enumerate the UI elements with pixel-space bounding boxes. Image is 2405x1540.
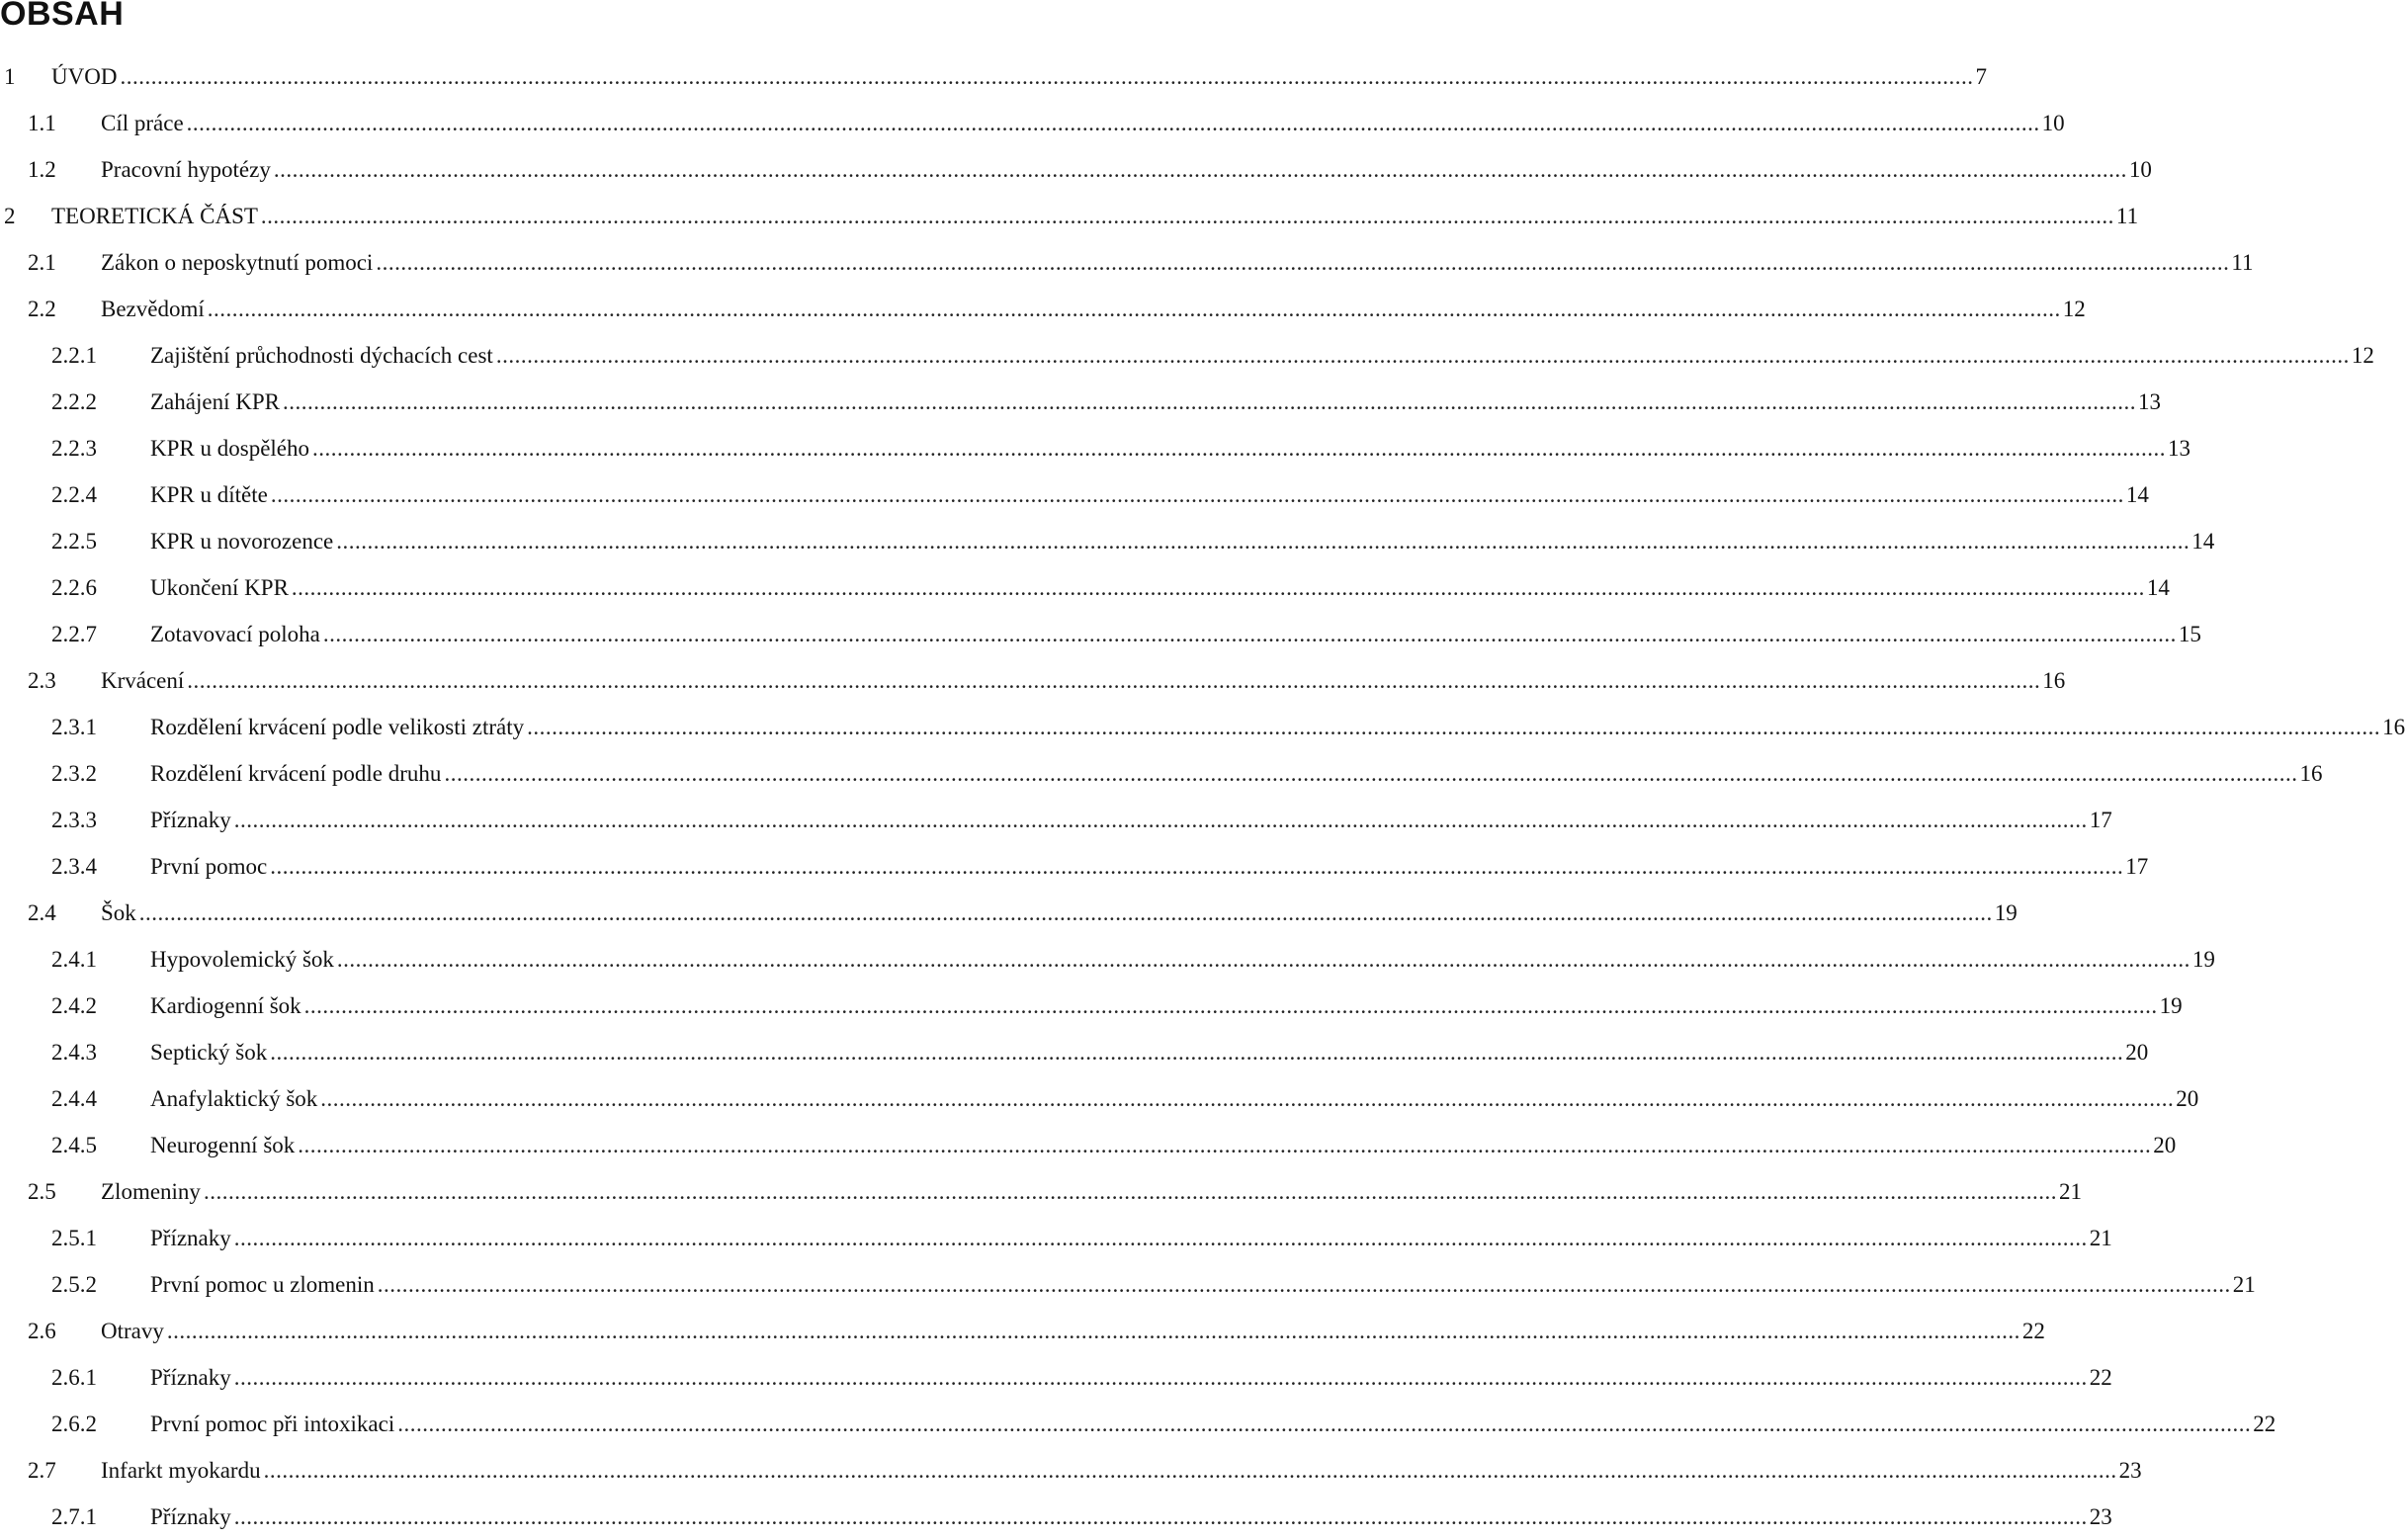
toc-entry-number: 2.2 [28,296,56,321]
toc-entry-page-number: 20 [2153,1132,2177,1157]
toc-entry-title[interactable]: První pomoc při intoxikaci [150,1411,395,1436]
toc-entry-title[interactable]: Neurogenní šok [150,1132,296,1157]
dot-leader: ............................................................................................................................................................................................................................................................................................................ [495,342,2350,368]
toc-entry-number: 2.5 [28,1178,56,1204]
toc-entry-number: 2.1 [28,249,56,275]
toc-entry-page-number: 17 [2089,807,2112,832]
toc-entry-number: 2.2.7 [51,621,97,646]
toc-entry[interactable] [0,657,2066,704]
toc-entry[interactable] [0,936,2215,983]
toc-entry[interactable] [0,1494,2112,1540]
toc-entry-title[interactable]: Anafylaktický šok [150,1085,318,1111]
toc-entry-number: 2.3.2 [51,760,97,786]
toc-entry-page-number: 11 [2115,203,2139,228]
dot-leader: ............................................................................................................................................................................................................................................................................................................ [377,1271,2231,1297]
toc-entry[interactable] [0,704,2405,750]
toc-entry[interactable] [0,564,2170,611]
toc-entry-page-number: 13 [2137,388,2161,414]
dot-leader: ............................................................................................................................................................................................................................................................................................................ [270,1039,2124,1065]
toc-entry[interactable] [0,53,1987,100]
toc-entry-title[interactable]: Zahájení KPR [150,388,280,414]
dot-leader: ............................................................................................................................................................................................................................................................................................................ [120,63,1974,89]
dot-leader: ............................................................................................................................................................................................................................................................................................................ [273,156,2127,182]
toc-entry-title[interactable]: Pracovní hypotézy [101,156,271,182]
toc-entry-title[interactable]: TEORETICKÁ ČÁST [51,203,258,228]
toc-entry[interactable] [0,146,2152,193]
toc-entry-number: 2.2.5 [51,528,97,554]
toc-entry-title[interactable]: Zákon o neposkytnutí pomoci [101,249,374,275]
toc-entry-page-number: 10 [2128,156,2152,182]
toc-entry-page-number: 22 [2021,1318,2045,1343]
toc-entry[interactable] [0,843,2149,890]
toc-entry-number: 2.3.3 [51,807,97,832]
toc-entry-number: 2.3.4 [51,853,97,879]
toc-entry-page-number: 10 [2041,110,2065,135]
dot-leader: ............................................................................................................................................................................................................................................................................................................ [138,899,1993,925]
toc-entry-page-number: 22 [2089,1364,2112,1390]
dot-leader: ............................................................................................................................................................................................................................................................................................................ [444,760,2298,786]
dot-leader: ............................................................................................................................................................................................................................................................................................................ [187,667,2041,693]
toc-entry-title[interactable]: KPR u dítěte [150,481,268,507]
toc-entry-title[interactable]: První pomoc [150,853,268,879]
toc-entry-number: 2.4 [28,899,56,925]
toc-entry-page-number: 23 [2089,1503,2112,1529]
toc-entry-title[interactable]: Kardiogenní šok [150,992,301,1018]
toc-entry-number: 2.3.1 [51,714,97,739]
toc-entry-title[interactable]: Rozdělení krvácení podle velikosti ztráty [150,714,525,739]
toc-entry-number: 2.4.3 [51,1039,97,1065]
toc-entry-number: 1 [4,63,16,89]
dot-leader: ............................................................................................................................................................................................................................................................................................................ [186,110,2040,135]
dot-leader: ............................................................................................................................................................................................................................................................................................................ [303,992,2158,1018]
toc-heading: OBSAH [0,0,125,33]
dot-leader: ............................................................................................................................................................................................................................................................................................................ [233,1364,2088,1390]
toc-entry-number: 2.2.1 [51,342,97,368]
dot-leader: ............................................................................................................................................................................................................................................................................................................ [233,807,2088,832]
toc-entry-title[interactable]: Příznaky [150,807,231,832]
toc-entry-page-number: 21 [2058,1178,2082,1204]
toc-entry[interactable] [0,193,2139,239]
toc-entry-number: 2.7 [28,1457,56,1483]
dot-leader: ............................................................................................................................................................................................................................................................................................................ [263,1457,2117,1483]
toc-entry-title[interactable]: První pomoc u zlomenin [150,1271,375,1297]
toc-entry-page-number: 22 [2253,1411,2276,1436]
toc-entry[interactable] [0,471,2149,518]
dot-leader: ............................................................................................................................................................................................................................................................................................................ [291,574,2145,600]
toc-entry-page-number: 21 [2232,1271,2256,1297]
dot-leader: ............................................................................................................................................................................................................................................................................................................ [203,1178,2057,1204]
toc-entry-page-number: 11 [2231,249,2254,275]
toc-entry-title[interactable]: Šok [101,899,136,925]
toc-entry[interactable] [0,750,2323,797]
toc-entry-number: 2.7.1 [51,1503,97,1529]
toc-entry-number: 1.2 [28,156,56,182]
toc-entry-number: 1.1 [28,110,56,135]
toc-entry-number: 2.2.2 [51,388,97,414]
toc-entry-title[interactable]: Otravy [101,1318,164,1343]
toc-entry-number: 2.5.1 [51,1225,97,1250]
toc-entry-page-number: 20 [2176,1085,2199,1111]
table-of-contents [0,53,2405,1540]
dot-leader: ............................................................................................................................................................................................................................................................................................................ [270,853,2124,879]
toc-entry-title[interactable]: Zlomeniny [101,1178,201,1204]
toc-entry-number: 2.4.5 [51,1132,97,1157]
toc-entry[interactable] [0,1168,2082,1215]
toc-entry-page-number: 14 [2125,481,2149,507]
toc-entry[interactable] [0,611,2201,657]
toc-entry[interactable] [0,100,2065,146]
dot-leader: ............................................................................................................................................................................................................................................................................................................ [312,435,2166,461]
toc-entry[interactable] [0,1122,2177,1168]
toc-entry[interactable] [0,1308,2045,1354]
dot-leader: ............................................................................................................................................................................................................................................................................................................ [336,946,2190,972]
toc-entry[interactable] [0,518,2215,564]
dot-leader: ............................................................................................................................................................................................................................................................................................................ [397,1411,2252,1436]
toc-entry-page-number: 12 [2351,342,2374,368]
toc-entry[interactable] [0,1354,2112,1401]
toc-entry[interactable] [0,1029,2149,1075]
toc-entry-page-number: 17 [2125,853,2149,879]
toc-entry-page-number: 15 [2178,621,2201,646]
toc-entry-page-number: 19 [1994,899,2018,925]
toc-entry-page-number: 7 [1975,63,1987,89]
toc-entry[interactable] [0,797,2112,843]
toc-entry[interactable] [0,890,2018,936]
toc-entry-page-number: 16 [2299,760,2323,786]
toc-entry-number: 2.3 [28,667,56,693]
toc-entry-title[interactable]: Bezvědomí [101,296,205,321]
toc-entry[interactable] [0,1261,2256,1308]
toc-entry-title[interactable]: ÚVOD [51,63,118,89]
toc-entry[interactable] [0,425,2190,471]
dot-leader: ............................................................................................................................................................................................................................................................................................................ [260,203,2114,228]
toc-entry-number: 2.6 [28,1318,56,1343]
toc-entry[interactable] [0,286,2086,332]
toc-entry-title[interactable]: Hypovolemický šok [150,946,334,972]
toc-entry-number: 2.2.6 [51,574,97,600]
toc-entry-page-number: 16 [2382,714,2405,739]
toc-entry-title[interactable]: Septický šok [150,1039,268,1065]
toc-entry-number: 2.2.4 [51,481,97,507]
toc-entry-title[interactable]: Infarkt myokardu [101,1457,261,1483]
toc-entry[interactable] [0,983,2183,1029]
dot-leader: ............................................................................................................................................................................................................................................................................................................ [233,1225,2088,1250]
dot-leader: ............................................................................................................................................................................................................................................................................................................ [270,481,2124,507]
dot-leader: ............................................................................................................................................................................................................................................................................................................ [336,528,2190,554]
toc-entry-number: 2.2.3 [51,435,97,461]
dot-leader: ............................................................................................................................................................................................................................................................................................................ [282,388,2136,414]
dot-leader: ............................................................................................................................................................................................................................................................................................................ [322,621,2177,646]
dot-leader: ............................................................................................................................................................................................................................................................................................................ [320,1085,2175,1111]
toc-entry-number: 2.4.2 [51,992,97,1018]
dot-leader: ............................................................................................................................................................................................................................................................................................................ [376,249,2230,275]
toc-entry-page-number: 20 [2125,1039,2149,1065]
toc-entry-title[interactable]: Zotavovací poloha [150,621,320,646]
toc-entry-title[interactable]: Krvácení [101,667,185,693]
toc-entry-page-number: 14 [2146,574,2170,600]
toc-entry-title[interactable]: KPR u novorozence [150,528,334,554]
dot-leader: ............................................................................................................................................................................................................................................................................................................ [298,1132,2152,1157]
toc-entry[interactable] [0,332,2374,379]
toc-entry-page-number: 21 [2089,1225,2112,1250]
toc-entry-page-number: 14 [2191,528,2215,554]
toc-entry-page-number: 12 [2062,296,2086,321]
toc-entry-title[interactable]: Rozdělení krvácení podle druhu [150,760,442,786]
toc-entry[interactable] [0,1401,2276,1447]
dot-leader: ............................................................................................................................................................................................................................................................................................................ [166,1318,2020,1343]
toc-entry-title[interactable]: Ukončení KPR [150,574,289,600]
toc-entry[interactable] [0,1215,2112,1261]
toc-entry[interactable] [0,1447,2142,1494]
toc-entry-title[interactable]: KPR u dospělého [150,435,309,461]
toc-entry-number: 2.5.2 [51,1271,97,1297]
toc-entry[interactable] [0,239,2254,286]
toc-entry-page-number: 13 [2168,435,2190,461]
toc-entry-page-number: 23 [2118,1457,2142,1483]
dot-leader: ............................................................................................................................................................................................................................................................................................................ [527,714,2381,739]
dot-leader: ............................................................................................................................................................................................................................................................................................................ [207,296,2061,321]
dot-leader: ............................................................................................................................................................................................................................................................................................................ [233,1503,2088,1529]
toc-entry-number: 2 [4,203,16,228]
toc-entry-title[interactable]: Zajištění průchodnosti dýchacích cest [150,342,493,368]
toc-entry-number: 2.6.2 [51,1411,97,1436]
toc-entry-number: 2.4.4 [51,1085,97,1111]
toc-entry[interactable] [0,1075,2199,1122]
toc-entry-number: 2.6.1 [51,1364,97,1390]
toc-entry-title[interactable]: Příznaky [150,1225,231,1250]
toc-entry-page-number: 16 [2042,667,2066,693]
toc-entry-page-number: 19 [2159,992,2183,1018]
toc-entry-title[interactable]: Cíl práce [101,110,184,135]
toc-entry-number: 2.4.1 [51,946,97,972]
toc-entry-page-number: 19 [2191,946,2215,972]
toc-entry[interactable] [0,379,2161,425]
toc-entry-title[interactable]: Příznaky [150,1364,231,1390]
toc-entry-title[interactable]: Příznaky [150,1503,231,1529]
